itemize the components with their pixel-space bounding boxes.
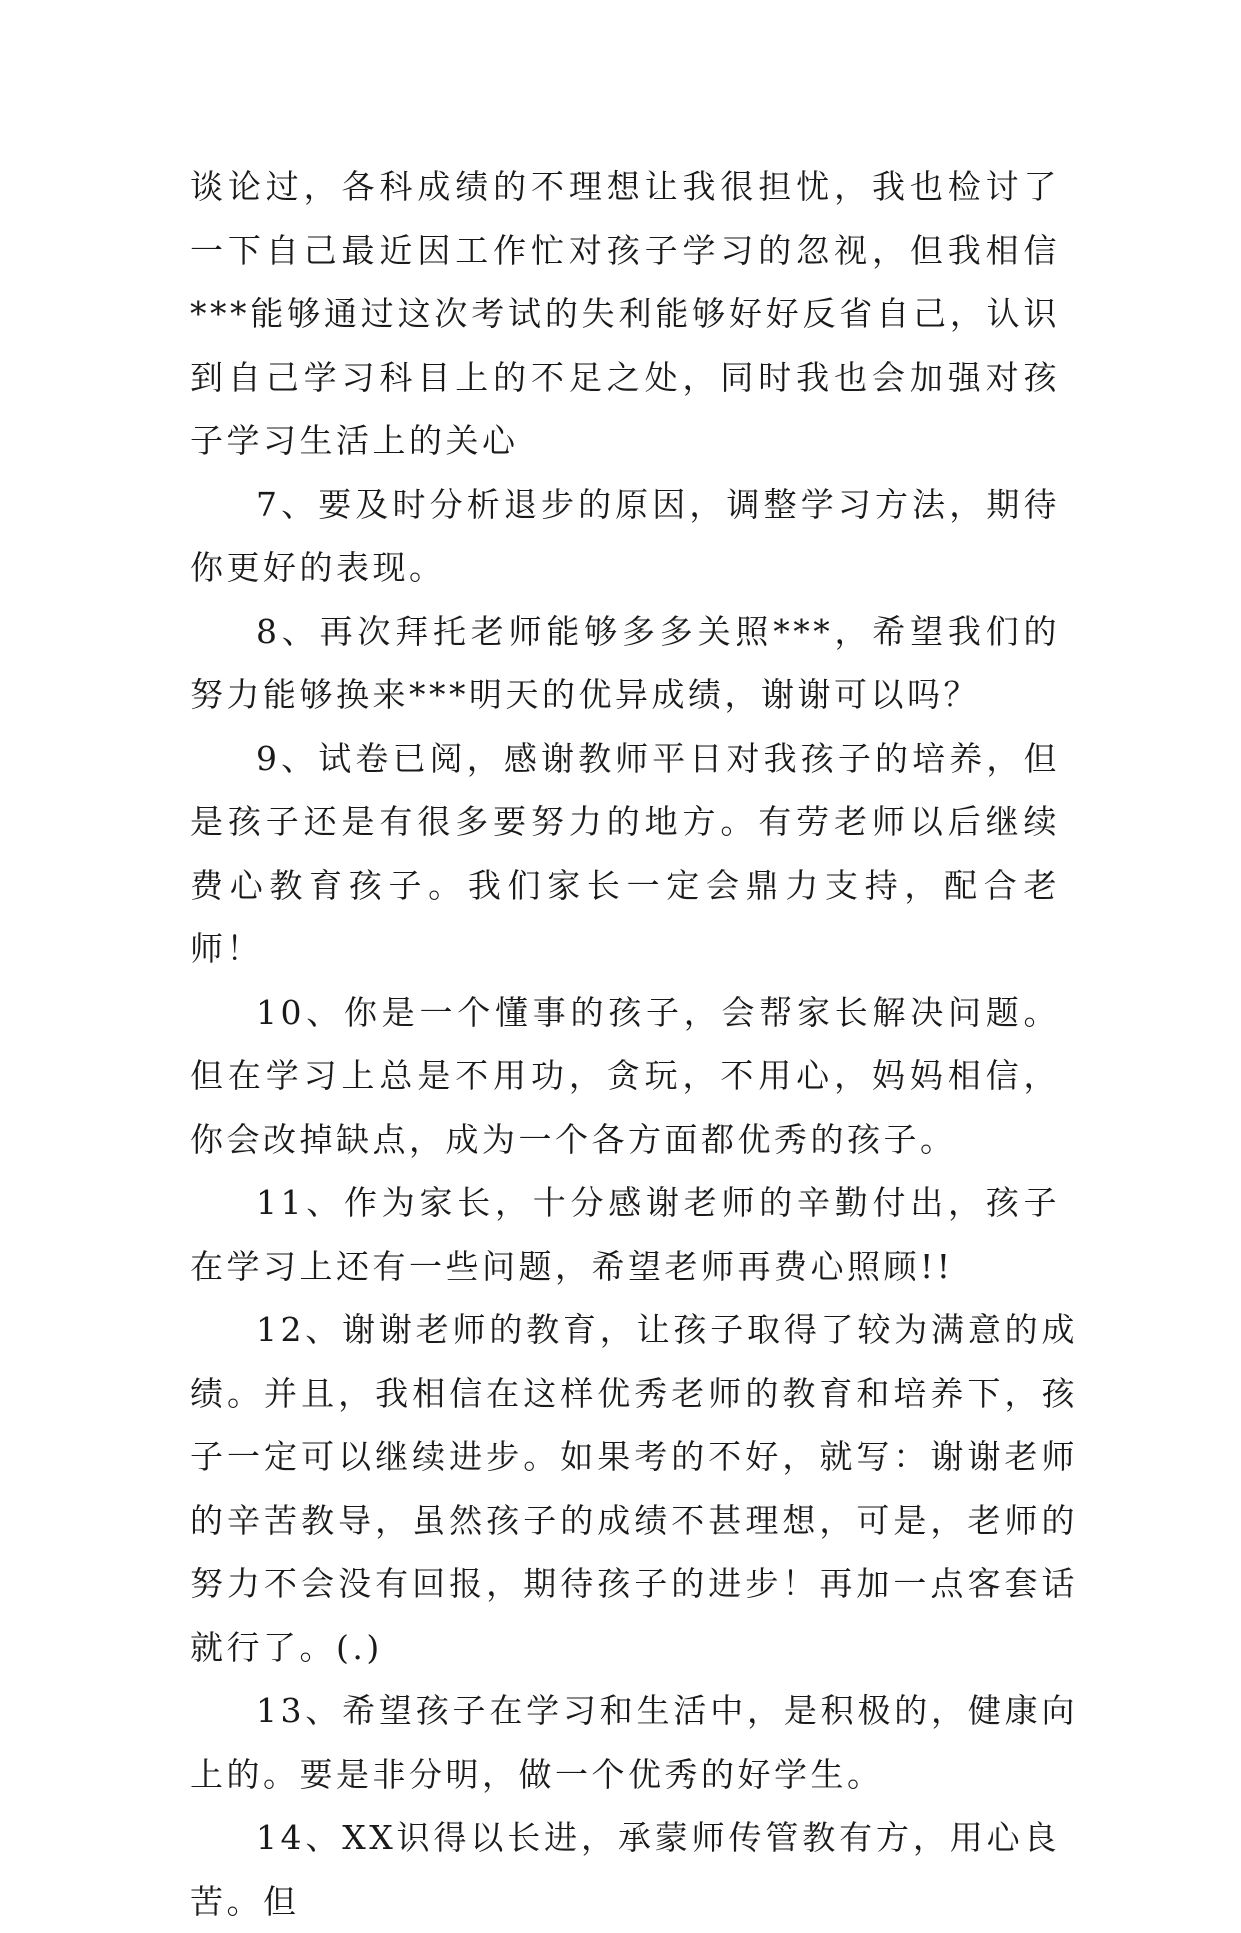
paragraph-13: 13、希望孩子在学习和生活中，是积极的，健康向上的。要是非分明，做一个优秀的好学生。 <box>190 1691 1078 1794</box>
paragraph-11: 11、作为家长，十分感谢老师的辛勤付出，孩子在学习上还有一些问题，希望老师再费心照顾!! <box>190 1183 1060 1286</box>
paragraph-continuation: 谈论过，各科成绩的不理想让我很担忧，我也检讨了一下自己最近因工作忙对孩子学习的忽视，但我相信***能够通过这次考试的失利能够好好反省自己，认识到自己学习科目上的不足之处，同时我也会加强对孩子学习生活上的关心 <box>190 167 1060 460</box>
document-body <box>190 155 1078 1933</box>
paragraph-9: 9、试卷已阅，感谢教师平日对我孩子的培养，但是孩子还是有很多要努力的地方。有劳老师以后继续费心教育孩子。我们家长一定会鼎力支持，配合老师！ <box>190 738 1060 968</box>
paragraph-10: 10、你是一个懂事的孩子，会帮家长解决问题。但在学习上总是不用功，贪玩，不用心，妈妈相信，你会改掉缺点，成为一个各方面都优秀的孩子。 <box>190 992 1060 1159</box>
paragraph-14: 14、XX识得以长进，承蒙师传管教有方，用心良苦。但 <box>190 1818 1060 1921</box>
paragraph-12: 12、谢谢老师的教育，让孩子取得了较为满意的成绩。并且，我相信在这样优秀老师的教育和培养下，孩子一定可以继续进步。如果考的不好，就写：谢谢老师的辛苦教导，虽然孩子的成绩不甚理想，可是，老师的努力不会没有回报，期待孩子的进步！再加一点客套话就行了。(.) <box>190 1310 1078 1667</box>
paragraph-7: 7、要及时分析退步的原因，调整学习方法，期待你更好的表现。 <box>190 484 1060 587</box>
paragraph-8: 8、再次拜托老师能够多多关照***，希望我们的努力能够换来***明天的优异成绩，谢谢可以吗？ <box>190 611 1060 714</box>
